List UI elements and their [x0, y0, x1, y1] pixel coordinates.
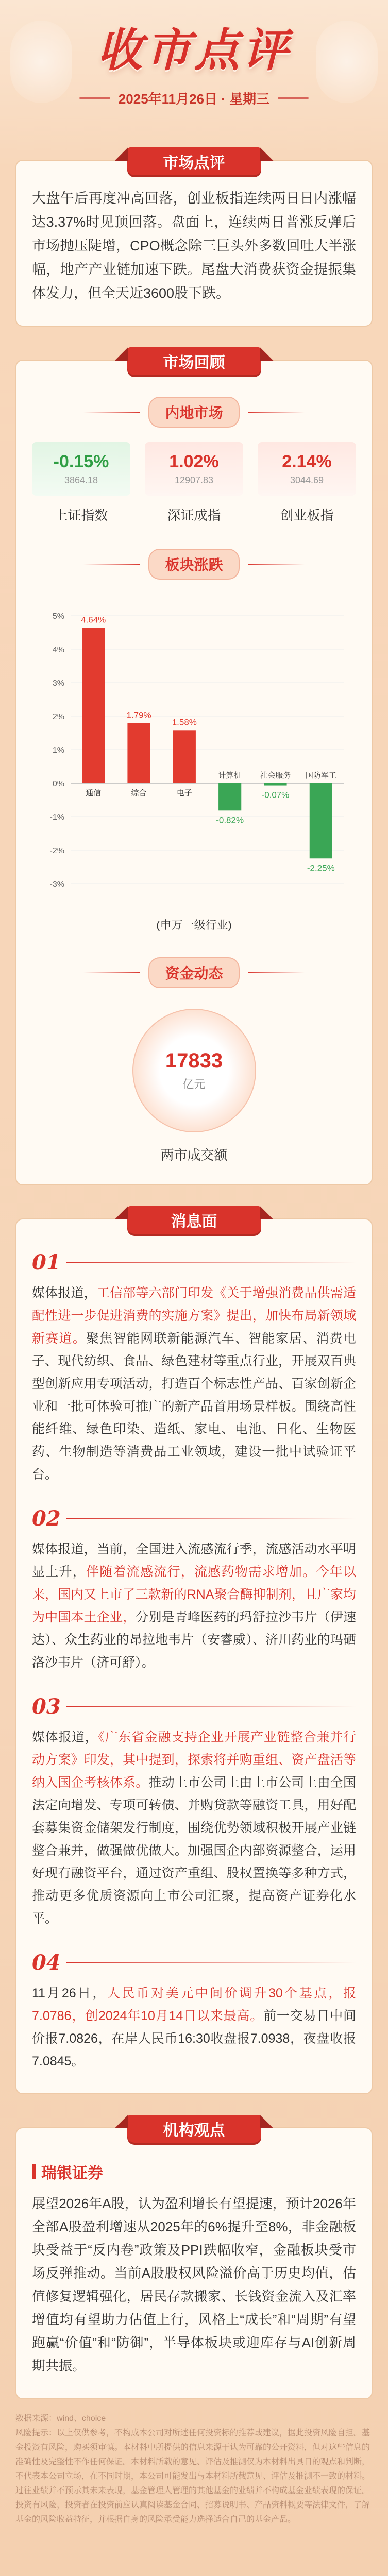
data-source: 数据来源：wind、choice: [15, 2414, 106, 2423]
index-box: [32, 442, 130, 496]
turnover-unit: 亿元: [182, 1078, 206, 1091]
sector-bar: [309, 783, 332, 858]
sector-bar: [173, 730, 195, 783]
market-review-text: 大盘午后再度冲高回落，创业板指连续两日日内涨幅达3.37%时见顶回落。盘面上，连续两日普涨反弹后市场抛压陡增，CPO概念除三巨头外多数回吐大半涨幅，地产产业链加速下跌。尾盘大消费获资金提振集体发力，但全天近3600股下跌。: [32, 191, 356, 301]
index-name: 创业板指: [280, 507, 334, 523]
index-box: [258, 442, 356, 496]
news-text: [32, 1982, 356, 2073]
page-title: 收市点评: [97, 23, 291, 77]
news-number-text: 03: [32, 1694, 61, 1719]
news-item[interactable]: [32, 1951, 356, 2073]
category-label: 通信: [85, 789, 101, 798]
bar-value-label: -0.07%: [261, 790, 289, 800]
header-decoration-right: [316, 21, 378, 103]
sector-chart-svg: [35, 595, 354, 914]
index-pct: 1.02%: [169, 452, 219, 471]
index-card-shenzhen[interactable]: [145, 442, 243, 524]
org-view-text: 展望2026年A股，认为盈利增长有望提速，预计2026年全部A股盈利增速从2025年的6%提升至8%，非金融板块受益于“反内卷”政策及PPI跌幅收窄，金融板块受市场反弹推动。当前A股股权风险溢价高于历史均值，估值修复逻辑强化，居民存款搬家、长钱资金流入及汇率增值均有望助力估值上行，风格上“成长”和“周期”有望跑赢“价值”和“防御”，半导体板块或迎库存与AI创新周期共振。: [32, 2196, 356, 2374]
heading-rule-right: [248, 972, 305, 973]
y-tick-label: 0%: [52, 779, 64, 788]
y-tick-label: 5%: [52, 612, 64, 621]
news-highlight: 今年以来，国内又上市了三款新的RNA聚合酶抑制剂，且广家均为中国本土企业，: [32, 1565, 356, 1624]
news-text-span: 11月26日，: [32, 1986, 108, 2001]
sector-bar: [127, 723, 150, 783]
bar-value-label: 4.64%: [80, 615, 106, 625]
header: [0, 0, 388, 155]
index-box: [145, 442, 243, 496]
category-label: 计算机: [218, 771, 242, 780]
news-item[interactable]: [32, 1506, 356, 1674]
market-review-card: [15, 155, 373, 327]
y-tick-label: 1%: [52, 746, 64, 755]
news-number-text: 01: [32, 1250, 61, 1275]
news-text: [32, 1538, 356, 1674]
domestic-market-heading: [32, 397, 356, 428]
heading-rule-left: [83, 972, 140, 973]
index-pct: 2.14%: [282, 452, 332, 471]
news-number: [32, 1250, 356, 1275]
news-number: [32, 1951, 356, 1975]
section-tab-org-view: 机构观点: [127, 2115, 261, 2143]
date-text: 2025年11月26日 · 星期三: [118, 91, 270, 107]
heading-rule-right: [248, 564, 305, 565]
news-number-text: 04: [32, 1951, 61, 1975]
news-text-span: 聚焦智能网联新能源汽车、智能家居、消费电子、现代纺织、食品、绿色建材等重点行业，开展双百典型创新应用专项活动，打造百个标志性产品、百家创新企业和一批可体验可推广的新产品首用场景样板。围绕高性能纤维、绿色印染、造纸、家电、电池、日化、生物医药、生物制造等消费品工业领域，建设一批中试验证平台。: [32, 1331, 356, 1482]
risk-disclaimer: 风险提示：以上仅供参考，不构成本公司对所述任何投资标的推荐或建议，据此投资风险自担。基金投资有风险，购买须审慎。本材料中所提供的信息来源于认为可靠的公开资料，但对这些信息的准确性及完整性不作任何保证。本材料所载的意见、评估及推测仅为本材料出具日的观点和判断，不代表本公司立场，在不同时期，本公司可能发出与本材料所载意见、评估及推测不一致的材料。过往业绩并不预示其未来表现，基金管理人管理的其他基金的业绩并不构成基金业绩表现的保证。投资有风险，投资者在投资前应认真阅读基金合同、招募说明书、产品资料概要等法律文件，了解基金的风险收益特征，并根据自身的风险承受能力选择适合自己的基金产品。: [15, 2429, 370, 2524]
sector-bar: [264, 783, 286, 786]
bar-value-label: 1.58%: [172, 717, 197, 727]
bar-value-label: 1.79%: [126, 710, 151, 720]
y-tick-label: 4%: [52, 646, 64, 654]
turnover-circle: [132, 1009, 256, 1132]
news-text-span: 前一交易日中间价报7.0826，在岸人民币16:30收盘报7.0938，夜盘收报7.0845。: [32, 2009, 356, 2069]
news-text-span: 分别是青峰医药的玛舒拉沙韦片（伊速达）、众生药业的昂拉地韦片（安睿威）、济川药业的玛硒洛沙韦片（济可舒）。: [32, 1610, 356, 1670]
sector-bar: [218, 783, 241, 810]
sector-label: 板块涨跌: [148, 549, 239, 580]
footer: [15, 2412, 373, 2527]
news-list: [32, 1250, 356, 2073]
news-highlight: 人民币对美元中间价调升30个基点，报7.0786，创2024年10月14日以来最高。: [32, 1986, 357, 2023]
bar-value-label: -0.82%: [215, 815, 244, 825]
news-highlight: 印发，其中提到，探索将并购重组、资产盘活等纳入国企考核体系。: [32, 1753, 356, 1790]
date-rule-left: [79, 97, 110, 99]
y-tick-label: 2%: [52, 713, 64, 721]
news-card: [15, 1213, 373, 2094]
index-pct: -0.15%: [53, 452, 109, 471]
y-tick-label: -2%: [49, 846, 64, 855]
domestic-market-label: 内地市场: [148, 397, 239, 428]
news-text-span: 媒体报道，: [32, 1730, 98, 1744]
index-card-shanghai[interactable]: [32, 442, 130, 524]
index-row: [32, 442, 356, 524]
news-text-span: 推动上市公司上由上市公司上由全国法定向增发、专项可转债、并购贷款等融资工具，用好配套募集资金储架发行制度，围绕优势领域积极开展产业链整合兼并，做强做优做大。加强国企内部资源整合，运用好现有融资平台，通过资产重组、股权置换等多种方式，推动更多优质资源向上市公司汇聚，提高资产证券化水平。: [32, 1775, 356, 1926]
news-number-text: 02: [32, 1506, 61, 1531]
index-value: 12907.83: [174, 475, 214, 485]
index-name: 上证指数: [54, 507, 108, 523]
fund-heading: [32, 957, 356, 988]
heading-rule-left: [83, 412, 140, 413]
date-rule-right: [278, 97, 309, 99]
index-value: 3044.69: [290, 475, 324, 485]
news-item[interactable]: [32, 1250, 356, 1486]
org-name: [32, 2160, 103, 2183]
turnover-label: 两市成交额: [160, 1147, 228, 1163]
y-tick-label: -1%: [49, 813, 64, 822]
news-number: [32, 1694, 356, 1719]
category-label: 社会服务: [259, 771, 291, 780]
y-tick-label: 3%: [52, 679, 64, 688]
news-text: [32, 1726, 356, 1930]
section-tab-market-recap: 市场回顾: [127, 347, 261, 375]
turnover-value: 17833: [165, 1049, 223, 1072]
news-text-span: 媒体报道，: [32, 1286, 97, 1300]
news-number-rule: [66, 1262, 356, 1263]
category-label: 国防军工: [305, 771, 336, 780]
org-name-text: 瑞银证券: [41, 2165, 103, 2182]
sector-bar: [82, 628, 105, 783]
y-tick-label: -3%: [49, 880, 64, 889]
news-highlight: 伴随着流感流行，流感药物需求增加。: [86, 1565, 316, 1579]
news-highlight: 《广东省金融支持企业开展产业链整合兼并行动方案》: [32, 1730, 356, 1767]
fund-label-pill: 资金动态: [148, 957, 239, 988]
news-item[interactable]: [32, 1694, 356, 1930]
news-text: [32, 1282, 356, 1486]
header-decoration-left: [10, 21, 72, 103]
category-label: 电子: [176, 789, 192, 798]
org-marker: [32, 2164, 36, 2179]
category-label: 综合: [130, 789, 147, 798]
heading-rule-right: [248, 412, 305, 413]
index-name: 深证成指: [167, 507, 221, 523]
chart-caption: (申万一级行业): [156, 919, 232, 931]
news-number: [32, 1506, 356, 1531]
section-tab-market-review: 市场点评: [127, 147, 261, 175]
section-tab-news: 消息面: [127, 1206, 261, 1234]
news-number-rule: [66, 1706, 356, 1707]
index-value: 3864.18: [64, 475, 98, 485]
org-view-card: [15, 2122, 373, 2399]
sector-chart: [35, 595, 354, 914]
bar-value-label: -2.25%: [307, 863, 335, 873]
news-highlight: 工信部等六部门印发《关于增强消费品供需适配性进一步促进消费的实施方案》提出，加快布局新领域新赛道。: [32, 1286, 356, 1346]
news-number-rule: [66, 1518, 356, 1519]
market-recap-card: [15, 354, 373, 1185]
heading-rule-left: [83, 564, 140, 565]
index-card-chinext[interactable]: [258, 442, 356, 524]
news-number-rule: [66, 1962, 356, 1963]
sector-heading: [32, 549, 356, 580]
news-text-span: 媒体报道，当前，全国进入流感流行季，流感活动水平明显上升，: [32, 1542, 356, 1579]
